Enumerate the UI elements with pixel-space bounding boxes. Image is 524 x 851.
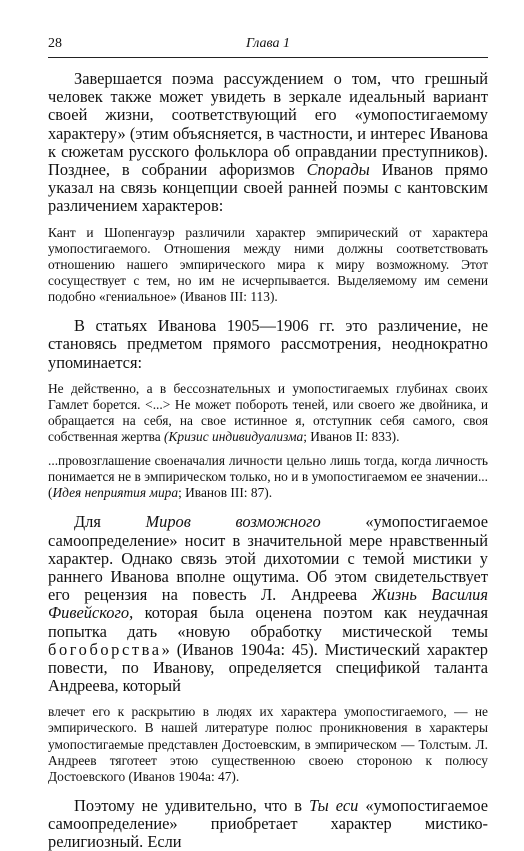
paragraph-2: В статьях Иванова 1905—1906 гг. это различение, не становясь предметом прямого рассмотрения, неоднократно упоминается: [48, 316, 488, 372]
page-body [48, 70, 488, 851]
paragraph-1: Завершается поэма рассуждением о том, что грешный человек также может увидеть в зеркале идеальный вариант своей жизни, соответствующий его «умопостигаемому характеру» (этим объясняется, в частности, и интерес Иванова к сюжетам русского фольклора об оправдании преступников). Позднее, в собрании афоризмов Спорады Иванов прямо указал на связь концепции своей ранней поэмы с кантовским различением характеров: [48, 69, 488, 216]
quote-1: Кант и Шопенгауэр различили характер эмпирический от характера умопостигаемого. Отношения между ними должны соответствовать отношению нашего эмпирического мира к миру возможному. Этот сосуществует с тем, но им не исчерпывается. Выделяемому им семени подобно «гениальное» (Иванов III: 113). [48, 224, 488, 304]
running-header [48, 34, 488, 54]
paragraph-4: Поэтому не удивительно, что в Ты еси «умопостигаемое самоопределение» приобретает характер мистико-религиозный. Если [48, 795, 488, 851]
paragraph-3: Для Миров возможного «умопостигаемое самоопределение» носит в значительной мере нравственный характер. Однако связь этой дихотомии с темой мистики у раннего Иванова вполне ощутима. Об этом свидетельствует его рецензия на повесть Л. Андреева Жизнь Василия Фивейского, которая была оценена поэтом как неудачная попытка дать «новую обработку мистической темы богоборства» (Иванов 1904а: 45). Мистический характер повести, по Иванову, определяется спецификой таланта Андреева, который [48, 512, 488, 696]
header-rule [48, 57, 488, 58]
quote-3: ...провозглашение своеначалия личности цельно лишь тогда, когда личность понимается не в эмпирическом только, но и в умопостигаемом ее значении... (Идея неприятия мира; Иванов III: 87). [48, 453, 488, 501]
quote-2: Не действенно, а в бессознательных и умопостигаемых глубинах своих Гамлет борется. <...> Не может побороть теней, или своего же двойника, и обращается на себя, на свое истинное я, отступник себя самого, своя собственная жертва (Кризис индивидуализма; Иванов II: 833). [48, 380, 488, 444]
quote-4: влечет его к раскрытию в людях их характера умопостигаемого, — не эмпирического. В нашей литературе полюс проникновения в характеры умопостигаемые представлен Достоевским, в эмпирическом — Толстым. Л. Андреев тяготеет этою существенною своею стороною к полюсу Достоевского (Иванов 1904а: 47). [48, 704, 488, 784]
page-number: 28 [48, 36, 62, 51]
chapter-title: Глава 1 [246, 36, 290, 51]
